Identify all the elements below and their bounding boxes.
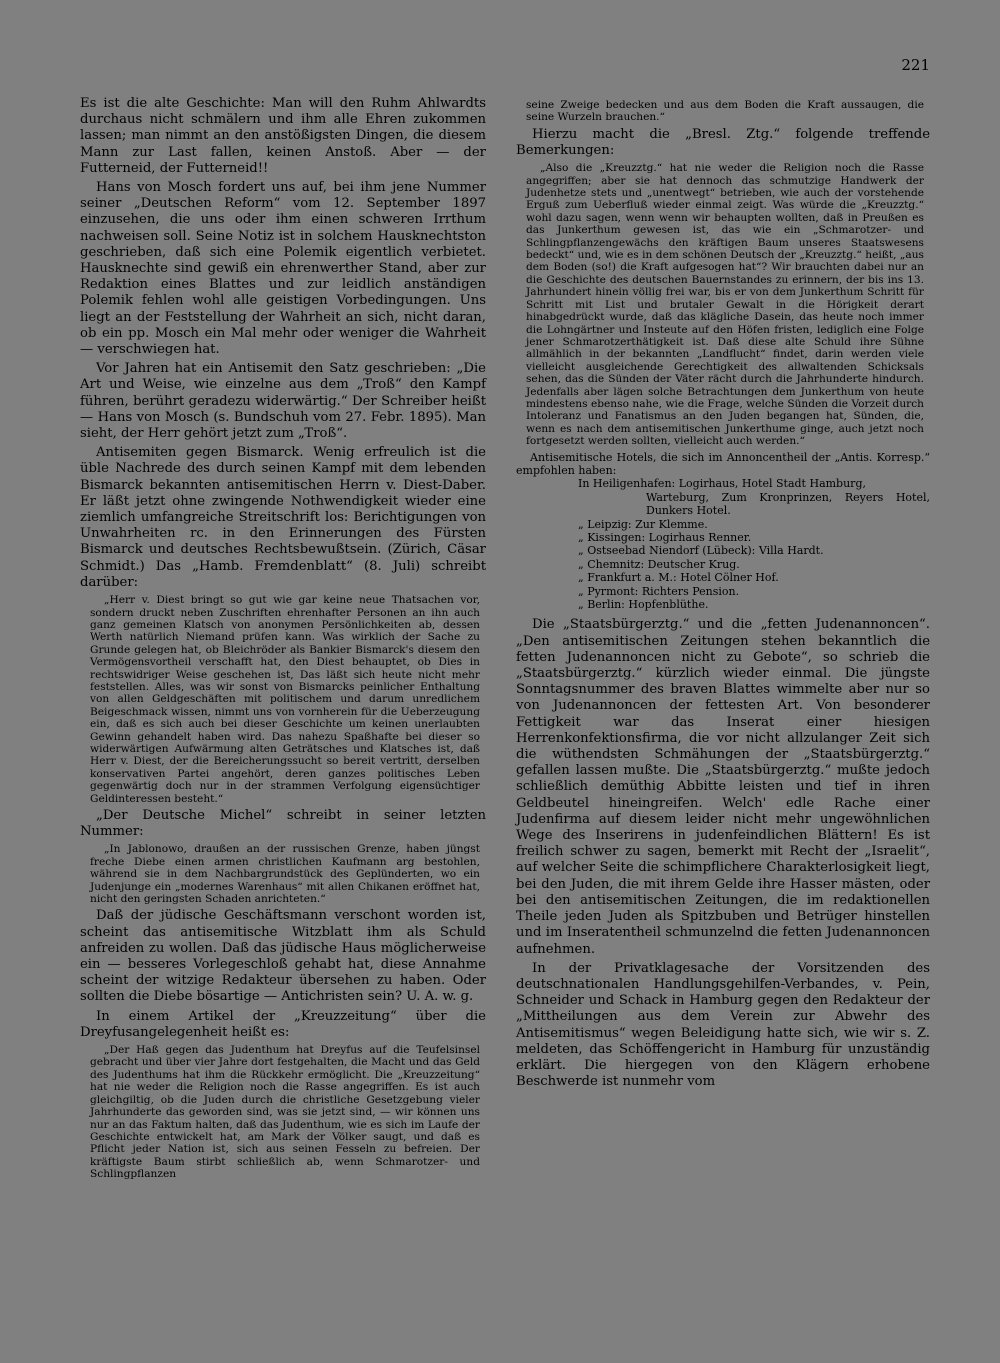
- paragraph: Vor Jahren hat ein Antisemit den Satz geschrieben: „Die Art und Weise, wie einzelne aus dem „Troß“ den Kampf führen, berührt geradezu widerwärtig.“ Der Schreiber heißt — Hans von Mosch (s. Bundschuh vom 27. Febr. 1895). Man sieht, der Herr gehört jetzt zum „Troß“.: [80, 361, 486, 442]
- list-item: „ Pyrmont: Richters Pension.: [578, 584, 740, 598]
- list-item: „ Berlin: Hopfenblüthe.: [578, 598, 709, 612]
- list-item: „ Kissingen: Logirhaus Renner.: [578, 531, 752, 544]
- quote: „Herr v. Diest bringt so gut wie gar keine neue Thatsachen vor, sondern druckt neben Zuschriften ehrenhafter Personen an ihn auch ganz gemeinen Klatsch von anonymen Persönlichkeiten ab, dessen Werth natürlich Niemand prüfen kann. Was wirklich der Sache zu Grunde gelegen hat, ob Bleichröder als Bankier Bismarck's diesem den Vermögensvortheil verschafft hat, den Diest behauptet, ob Dies in rechtswidriger Weise geschehen ist, Das läßt sich heute nicht mehr feststellen. Alles, was wir sonst von Bismarcks peinlicher Enthaltung von allen Geldgeschäften mit politischem und darum unredlichem Beigeschmack wissen, nimmt uns von vornherein für die Ueberzeugung ein, daß es sich auch bei dieser Geschichte um keinen unerlaubten Gewinn gehandelt haben wird. Das nahezu Spaßhafte bei dieser so widerwärtigen Aufwärmung alten Geträtsches und Klatsches ist, daß Herr v. Diest, der die Bereicherungssucht so bereit vertritt, derselben konservativen Partei angehört, deren ganzes politisches Leben gegenwärtig doch nur in der strammen Verfolgung eigensüchtiger Geldinteressen besteht.“: [90, 594, 480, 805]
- quote: seine Zweige bedecken und aus dem Boden die Kraft aussaugen, die seine Wurzeln brauchen.“: [526, 99, 924, 124]
- paragraph: Hierzu macht die „Bresl. Ztg.“ folgende treffende Bemerkungen:: [516, 126, 930, 159]
- quote: „In Jablonowo, draußen an der russischen Grenze, haben jüngst freche Diebe einen armen christlichen Kaufmann arg bestohlen, während sie in dem Nachbargrundstück des Geplünderten, wo ein Judenjunge ein „modernes Warenhaus“ mit allen Chikanen eröffnet hat, nicht den geringsten Schaden anrichteten.“: [90, 843, 480, 906]
- list-item: „ Frankfurt a. M.: Hotel Cölner Hof.: [578, 571, 779, 585]
- list-item: Warteburg, Zum Kronprinzen, Reyers Hotel, Dunkers Hotel.: [646, 490, 930, 518]
- page-number: 221: [901, 56, 930, 74]
- left-column: [80, 96, 486, 1184]
- paragraph: In der Privatklagesache der Vorsitzenden des deutschnationalen Handlungsgehilfen-Verbandes, v. Pein, Schneider und Schack in Hamburg gegen den Redakteur der „Mittheilungen aus dem Verein zur Abwehr des Antisemitismus“ wegen Beleidigung hatte sich, wie wir s. Z. meldeten, das Schöffengericht in Hamburg für unzuständig erklärt. Die hiergegen von den Klägern erhobene Beschwerde ist nunmehr vom: [516, 960, 930, 1090]
- quote: „Der Haß gegen das Judenthum hat Dreyfus auf die Teufelsinsel gebracht und über vier Jahre dort festgehalten, die Macht und das Geld des Judenthums hat ihm die Rückkehr ermöglicht. Die „Kreuzzeitung“ hat nie weder die Religion noch die Rasse angegriffen. Es ist auch gleichgiltig, ob die Juden durch die christliche Gesetzgebung vieler Jahrhunderte das geworden sind, was sie jetzt sind, — wir können uns nur an das Faktum halten, daß das Judenthum, wie es sich im Laufe der Geschichte entwickelt hat, am Mark der Völker saugt, und daß es Pflicht jeder Nation ist, sich aus seinen Fesseln zu befreien. Der kräftigste Baum stirbt schließlich ab, wenn Schmarotzer- und Schlingpflanzen: [90, 1044, 480, 1181]
- paragraph: „Der Deutsche Michel“ schreibt in seiner letzten Nummer:: [80, 808, 486, 840]
- list-item: „ Ostseebad Niendorf (Lübeck): Villa Hardt.: [578, 544, 824, 558]
- quote: „Also die „Kreuzztg.“ hat nie weder die Religion noch die Rasse angegriffen; aber sie hat dennoch das schmutzige Handwerk der Judenhetze stets und „unentwegt“ betrieben, wie auch der vorstehende Erguß zum Ueberfluß wieder einmal zeigt. Was würde die „Kreuzztg.“ wohl dazu sagen, wenn wenn wir behaupten wollten, daß in Preußen es das Junkerthum gewesen ist, das wie ein „Schmarotzer- und Schlingpflanzengewächs den kräftigen Baum unseres Staatswesens bedeckt“ und, wie es in dem schönen Deutsch der „Kreuzztg.“ heißt, „aus dem Boden (so!) die Kraft aufgesogen hat“? Wir brauchten dabei nur an die Geschichte des deutschen Bauernstandes zu erinnern, der bis ins 13. Jahrhundert hinein völlig frei war, bis er von dem Junkerthum Schritt für Schritt mit List und brutaler Gewalt in die Hörigkeit derart hinabgedrückt wurde, daß das klägliche Dasein, das heute noch immer die Lohngärtner und Insteute auf den Höfen fristen, lediglich eine Folge jener Schmarotzerthätigkeit ist. Daß diese alte Schuld ihre Sühne allmählich in der bekannten „Landflucht“ findet, darin werden viele vielleicht ausgleichende Gerechtigkeit des allwaltenden Schicksals sehen, das die Sünden der Väter rächt durch die Jahrhunderte hindurch. Jedenfalls aber lägen solche Betrachtungen dem Junkerthum von heute mindestens ebenso nahe, wie die Frage, welche Sünden die Vorzeit durch Intoleranz und Fanatismus an den Juden begangen hat, Sünden, die, wenn es nach dem antisemitischen Junkerthume ginge, auch jetzt noch fortgesetzt werden sollten, vielleicht auch werden.“: [526, 162, 924, 448]
- list-item: In Heiligenhafen: Logirhaus, Hotel Stadt Hamburg,: [578, 477, 866, 491]
- list-item: Antisemitische Hotels, die sich im Annoncentheil der „Antis. Korresp.“ empfohlen haben:: [516, 450, 930, 477]
- list-item: „ Chemnitz: Deutscher Krug.: [578, 557, 740, 571]
- paragraph: Antisemiten gegen Bismarck. Wenig erfreulich ist die üble Nachrede des durch seinen Kampf mit dem lebenden Bismarck bekannten antisemitischen Herrn v. Diest-Daber. Er läßt jetzt ohne zwingende Nothwendigkeit wieder eine ziemlich umfangreiche Streitschrift los: Berichtigungen von Unwahrheiten rc. in den Erinnerungen des Fürsten Bismarck und deutsches Rechtsbewußtsein. (Zürich, Cäsar Schmidt.) Das „Hamb. Fremdenblatt“ (8. Juli) schreibt darüber:: [80, 445, 486, 590]
- paragraph: In einem Artikel der „Kreuzzeitung“ über die Dreyfusangelegenheit heißt es:: [80, 1008, 486, 1040]
- list-item: „ Leipzig: Zur Klemme.: [578, 517, 708, 531]
- paragraph: Es ist die alte Geschichte: Man will den Ruhm Ahlwardts durchaus nicht schmälern und ihm alle Ehren zukommen lassen; man nimmt an den anstößigsten Dingen, die diesem Mann zur Last fallen, keinen Anstoß. Aber — der Futterneid, der Futterneid!!: [80, 96, 486, 176]
- right-column: [516, 96, 930, 1093]
- paragraph: Daß der jüdische Geschäftsmann verschont worden ist, scheint das antisemitische Witzblatt ihm als Schuld anfreiden zu wollen. Daß das jüdische Haus möglicherweise ein — besseres Vorlegeschloß gehabt hat, diese Annahme scheint der witzige Redakteur übersehen zu haben. Oder sollten die Diebe bösartige — Antichristen sein? U. A. w. g.: [80, 908, 486, 1005]
- paragraph: Hans von Mosch fordert uns auf, bei ihm jene Nummer seiner „Deutschen Reform“ vom 12. September 1897 einzusehen, die uns oder ihm einen schweren Irrthum nachweisen soll. Seine Notiz ist in solchem Hausknechtston geschrieben, daß sich eine Polemik eigentlich verbietet. Hausknechte sind gewiß ein ehrenwerther Stand, aber zur Redaktion eines Blattes und zur leidlich anständigen Polemik fehlen wohl alle geistigen Vorbedingungen. Uns liegt an der Feststellung der Wahrheit an sich, nicht daran, ob ein pp. Mosch ein Mal mehr oder weniger die Wahrheit — verschwiegen hat.: [80, 180, 486, 358]
- hotel-list: [516, 451, 930, 612]
- paragraph: Die „Staatsbürgerztg.“ und die „fetten Judenannoncen“. „Den antisemitischen Zeitungen stehen bekanntlich die fetten Judenannoncen nicht zu Gebote“, so schrieb die „Staatsbürgerztg.“ kürzlich wieder einmal. Die jüngste Sonntagsnummer des braven Blattes wimmelte aber nur so von Judenannoncen der fettesten Art. Von besonderer Fettigkeit war das Inserat einer hiesigen Herrenkonfektionsfirma, die vor nicht allzulanger Zeit sich die wüthendsten Schmähungen der „Staatsbürgerztg.“ gefallen lassen mußte. Die „Staatsbürgerztg.“ mußte jedoch schließlich demüthig Abbitte leisten und tief in ihren Geldbeutel hineingreifen. Welch' edle Rache einer Judenfirma auf diesem leider nicht mehr ungewöhnlichen Wege des Inserirens in judenfeindlichen Blättern! Es ist freilich schwer zu sagen, bemerkt mit Recht der „Israelit“, auf welcher Seite die schimpflichere Charakterlosigkeit liegt, bei den Juden, die mit ihrem Gelde ihre Hasser mästen, oder bei den antisemitischen Zeitungen, die im redaktionellen Theile jeden Juden als Spitzbuben und Betrüger hinstellen und im Inseratentheil schmunzelnd die fetten Judenannoncen aufnehmen.: [516, 617, 930, 957]
